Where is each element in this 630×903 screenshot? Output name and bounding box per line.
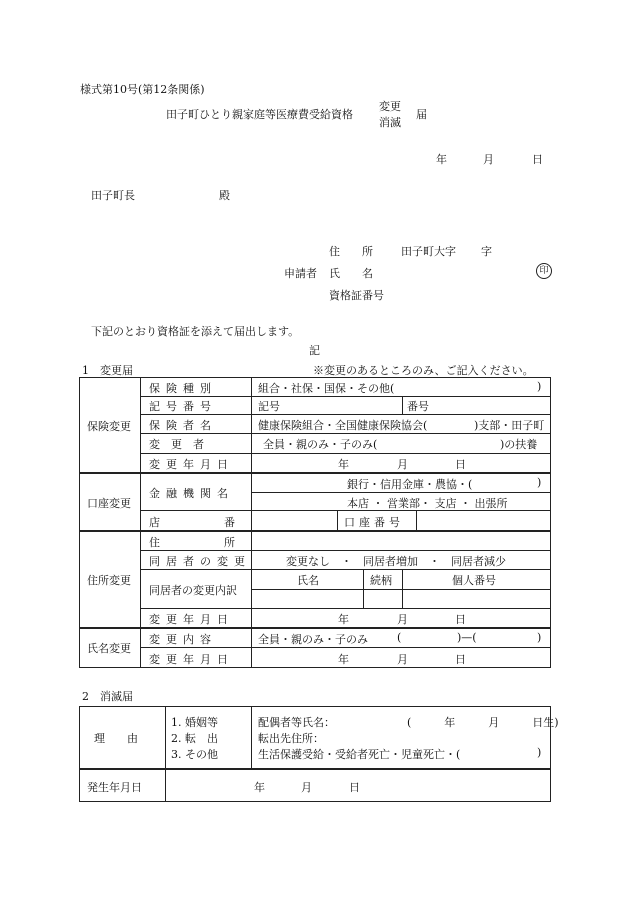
name-date-day: 日 xyxy=(455,653,466,666)
name-date-year: 年 xyxy=(338,653,349,666)
name-change-date-label: 変更年月日 xyxy=(149,653,234,666)
title-option-lapse: 消滅 xyxy=(379,116,401,129)
household-change-options: 変更なし ・ 同居者増加 ・ 同居者減少 xyxy=(286,555,506,568)
household-change-label: 同居者の変更 xyxy=(149,555,251,568)
shop-number-label: 店番 xyxy=(149,516,299,529)
reason-other: 3. その他 xyxy=(171,748,218,761)
ki-mark: 記 xyxy=(309,344,320,357)
reason-marriage: 1. 婚姻等 xyxy=(171,716,218,729)
branch-options: 本店 ・ 営業部・ 支店 ・ 出張所 xyxy=(347,497,508,510)
bank-close: ) xyxy=(537,476,542,489)
form-title: 田子町ひとり親家庭等医療費受給資格 xyxy=(166,108,353,121)
cert-number-label: 資格証番号 xyxy=(329,289,384,302)
insurance-type-close: ) xyxy=(537,380,542,393)
reason-label: 理 由 xyxy=(94,732,138,745)
date-year: 年 xyxy=(436,153,447,166)
insurance-date-year: 年 xyxy=(338,458,349,471)
move-address-label: 転出先住所： xyxy=(258,732,324,745)
insurance-type-value: 組合・社保・国保・その他( xyxy=(258,382,395,395)
name-date-month: 月 xyxy=(397,653,408,666)
changer-label: 変更者 xyxy=(149,438,215,451)
bank-name-label: 金融機関名 xyxy=(149,487,234,500)
title-suffix: 届 xyxy=(416,108,427,121)
date-month: 月 xyxy=(483,153,494,166)
insurance-date-day: 日 xyxy=(455,458,466,471)
applicant-address-aza: 字 xyxy=(481,245,492,258)
address-change-group: 住所変更 xyxy=(87,574,131,587)
occurrence-date-label: 発生年月日 xyxy=(87,781,142,794)
name-change-group: 氏名変更 xyxy=(87,642,131,655)
insurance-change-group: 保険変更 xyxy=(87,420,131,433)
section2-heading: 2 消滅届 xyxy=(82,690,133,703)
spouse-birth-date: ( 年 月 日生) xyxy=(407,716,559,729)
seal-mark: 印 xyxy=(536,263,552,279)
form-number: 様式第10号(第12条関係) xyxy=(80,83,205,96)
changer-suffix: )の扶養 xyxy=(500,438,538,451)
address-date-month: 月 xyxy=(397,613,408,626)
changer-value: 全員・親のみ・子のみ( xyxy=(263,438,378,451)
address-date-day: 日 xyxy=(455,613,466,626)
household-detail-label: 同居者の変更内訳 xyxy=(149,584,237,597)
section1-heading: 1 変更届 xyxy=(82,364,133,377)
change-content-paren-close: ) xyxy=(537,631,542,644)
occurrence-month: 月 xyxy=(301,781,312,794)
applicant-address-value: 田子町大字 xyxy=(401,245,456,258)
applicant-role-label: 申請者 xyxy=(284,267,317,280)
insurance-type-label: 保険種別 xyxy=(149,382,217,395)
symbol-number-label: 記号番号 xyxy=(149,400,217,413)
date-day: 日 xyxy=(532,153,543,166)
spouse-name-label: 配偶者等氏名： xyxy=(258,716,335,729)
addressee: 田子町長 xyxy=(91,189,135,202)
change-content-label: 変更内容 xyxy=(149,633,217,646)
applicant-name-label: 氏 名 xyxy=(329,267,373,280)
honorific: 殿 xyxy=(219,189,230,202)
title-option-change: 変更 xyxy=(379,100,401,113)
change-content-paren-mid: )—( xyxy=(457,631,477,644)
bank-options: 銀行・信用金庫・農協・( xyxy=(347,478,473,491)
other-reason-close: ) xyxy=(537,746,542,759)
reason-move-out: 2. 転 出 xyxy=(171,732,218,745)
address-label: 住所 xyxy=(149,536,299,549)
insurance-change-date-label: 変更年月日 xyxy=(149,458,234,471)
col-id-header: 個人番号 xyxy=(452,574,496,587)
address-date-year: 年 xyxy=(338,613,349,626)
insurer-name-label: 保険者名 xyxy=(149,419,217,432)
change-content-paren-open: ( xyxy=(397,631,402,644)
insurer-name-value: 健康保険組合・全国健康保険協会( xyxy=(258,419,428,432)
other-reason-value: 生活保護受給・受給者死亡・児童死亡・( xyxy=(258,748,461,761)
occurrence-year: 年 xyxy=(254,781,265,794)
address-change-date-label: 変更年月日 xyxy=(149,613,234,626)
change-content-value: 全員・親のみ・子のみ xyxy=(258,633,368,646)
account-change-group: 口座変更 xyxy=(87,497,131,510)
account-number-label: 口座番号 xyxy=(344,516,404,529)
intro-text: 下記のとおり資格証を添えて届出します。 xyxy=(91,325,300,338)
occurrence-day: 日 xyxy=(349,781,360,794)
section1-note: ※変更のあるところのみ、ご記入ください。 xyxy=(313,364,534,377)
insurer-branch: )支部・田子町 xyxy=(474,419,545,432)
col-name-header: 氏名 xyxy=(297,574,319,587)
symbol-field[interactable]: 記号 xyxy=(258,400,280,413)
col-relation-header: 続柄 xyxy=(370,574,392,587)
applicant-address-label: 住 所 xyxy=(329,245,373,258)
insurance-date-month: 月 xyxy=(397,458,408,471)
number-field[interactable]: 番号 xyxy=(407,400,429,413)
